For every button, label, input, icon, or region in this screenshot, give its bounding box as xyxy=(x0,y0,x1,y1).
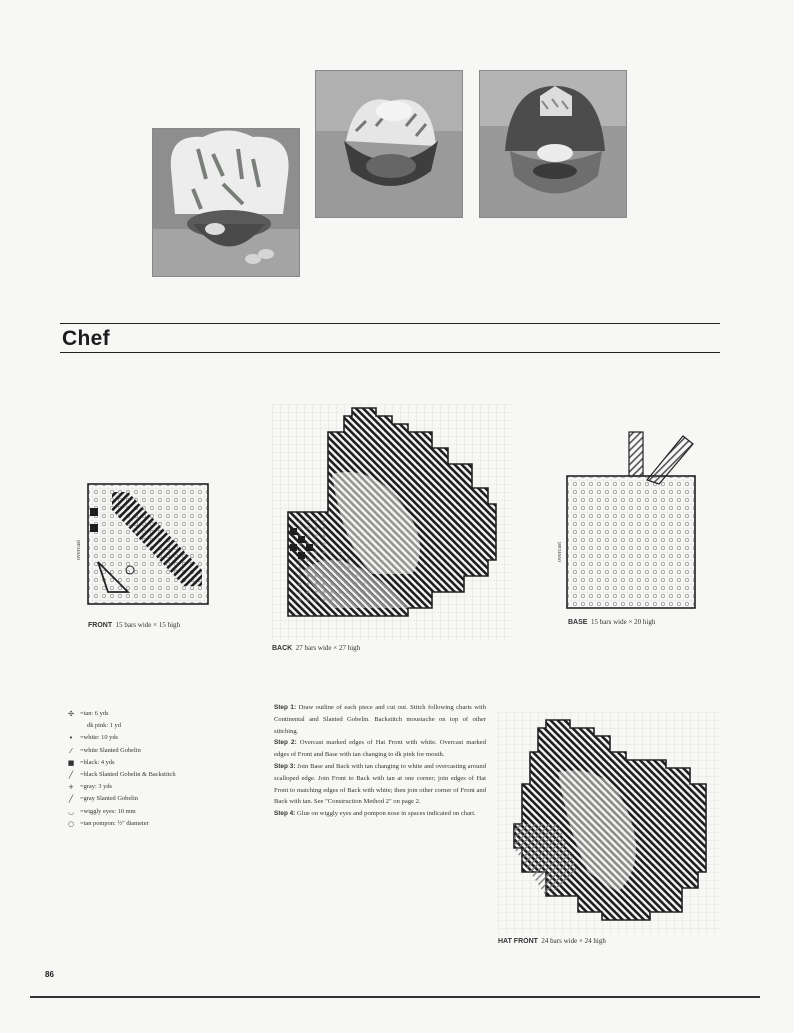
legend-equals: = xyxy=(80,807,84,815)
base-size: 15 bars wide × 20 high xyxy=(590,618,656,626)
base-label: BASE xyxy=(568,619,588,626)
step-label: Step 3: xyxy=(274,762,296,770)
legend-symbol: • xyxy=(68,734,74,743)
bottom-rule xyxy=(30,996,760,998)
step-text: Overcast marked edges of Hat Front with white. Overcast marked edges of Front and Base with tan changing to dk pink for mouth. xyxy=(274,739,486,759)
legend-label: white: 10 yds xyxy=(83,734,119,742)
legend-equals: = xyxy=(80,710,84,717)
legend-label: wiggly eyes: 10 mm xyxy=(83,807,136,815)
chef-hat-photo xyxy=(152,128,300,277)
legend-row xyxy=(62,708,262,720)
hat-front-size: 24 bars wide × 24 high xyxy=(541,937,606,945)
title-rule-top xyxy=(60,323,720,324)
legend-equals: = xyxy=(80,795,84,803)
legend-row xyxy=(62,720,262,732)
step-label: Step 4: xyxy=(274,810,296,818)
legend-symbol: ╱ xyxy=(68,795,74,804)
page-number: 86 xyxy=(45,970,54,979)
step-text: Glue on wiggly eyes and pompon nose in spaces indicated on chart. xyxy=(296,810,476,818)
step-label: Step 2: xyxy=(274,739,297,747)
legend-label: gray: 3 yds xyxy=(83,783,113,791)
legend-row xyxy=(62,769,262,781)
legend-label: tan: 6 yds xyxy=(83,710,109,717)
legend-label: tan pompon: ½" diameter xyxy=(83,819,149,827)
legend-symbol: ⁄ xyxy=(70,746,72,755)
color-key xyxy=(62,708,262,830)
legend-symbol: ○ xyxy=(67,819,75,828)
legend-label: black Slanted Gobelin & Backstitch xyxy=(83,771,176,779)
legend-row xyxy=(62,757,262,769)
hat-front-chart xyxy=(498,712,720,934)
legend-row xyxy=(62,806,262,818)
legend-symbol: ■ xyxy=(67,758,75,767)
step-text: Join Base and Back with tan changing to white and overcasting around scalloped edge. Join Front to Back with tan at one corner; join edges of Hat Front to matching edges of Back with white; then join other corner of Front and Back with tan. See "Construction Method 2" on page 2. xyxy=(274,762,486,806)
back-label: BACK xyxy=(272,645,293,652)
legend-equals: = xyxy=(80,734,84,742)
legend-label: gray Slanted Gobelin xyxy=(83,795,138,803)
legend-row xyxy=(62,732,262,744)
back-size: 27 bars wide × 27 high xyxy=(295,644,361,652)
legend-equals: = xyxy=(80,746,84,754)
legend-symbol: + xyxy=(68,783,74,792)
front-caption xyxy=(88,621,180,629)
front-chart xyxy=(84,480,216,612)
legend-row xyxy=(62,745,262,757)
chef-back-photo xyxy=(479,70,627,218)
step-label: Step 1: xyxy=(274,704,297,711)
legend-row xyxy=(62,781,262,793)
step-paragraph xyxy=(274,761,486,808)
back-caption xyxy=(272,644,360,652)
legend-symbol: ◡ xyxy=(67,807,75,816)
hat-front-label: HAT FRONT xyxy=(498,938,538,945)
legend-symbol: ╱ xyxy=(68,771,74,780)
legend-equals: = xyxy=(80,771,84,779)
base-caption xyxy=(568,618,655,626)
step-paragraph xyxy=(274,702,486,737)
front-label: FRONT xyxy=(88,622,113,629)
legend-symbol: ✣ xyxy=(68,710,74,718)
step-paragraph xyxy=(274,737,486,761)
instructions xyxy=(274,702,486,820)
step-paragraph xyxy=(274,808,486,820)
legend-equals: = xyxy=(80,758,84,766)
back-chart xyxy=(272,404,512,640)
legend-equals: = xyxy=(80,783,84,791)
hat-front-caption xyxy=(498,937,606,945)
legend-row xyxy=(62,793,262,805)
section-title: Chef xyxy=(62,327,110,350)
front-size: 15 bars wide × 15 high xyxy=(115,621,181,629)
legend-equals: = xyxy=(80,819,84,827)
legend-row xyxy=(62,818,262,830)
front-overcast-label: overcast xyxy=(76,540,82,560)
legend-label: white Slanted Gobelin xyxy=(83,746,141,754)
chef-side-photo xyxy=(315,70,463,218)
title-rule-bottom xyxy=(60,352,720,353)
base-chart xyxy=(563,424,703,616)
base-overcast-label: overcast xyxy=(557,542,563,562)
legend-label: dk pink: 1 yd xyxy=(87,722,121,730)
step-text: Draw outline of each piece and cut out. Stitch following charts with Continental and Slanted Gobelin. Backstitch moustache on top of other stitching. xyxy=(274,704,487,735)
legend-label: black: 4 yds xyxy=(83,758,115,766)
